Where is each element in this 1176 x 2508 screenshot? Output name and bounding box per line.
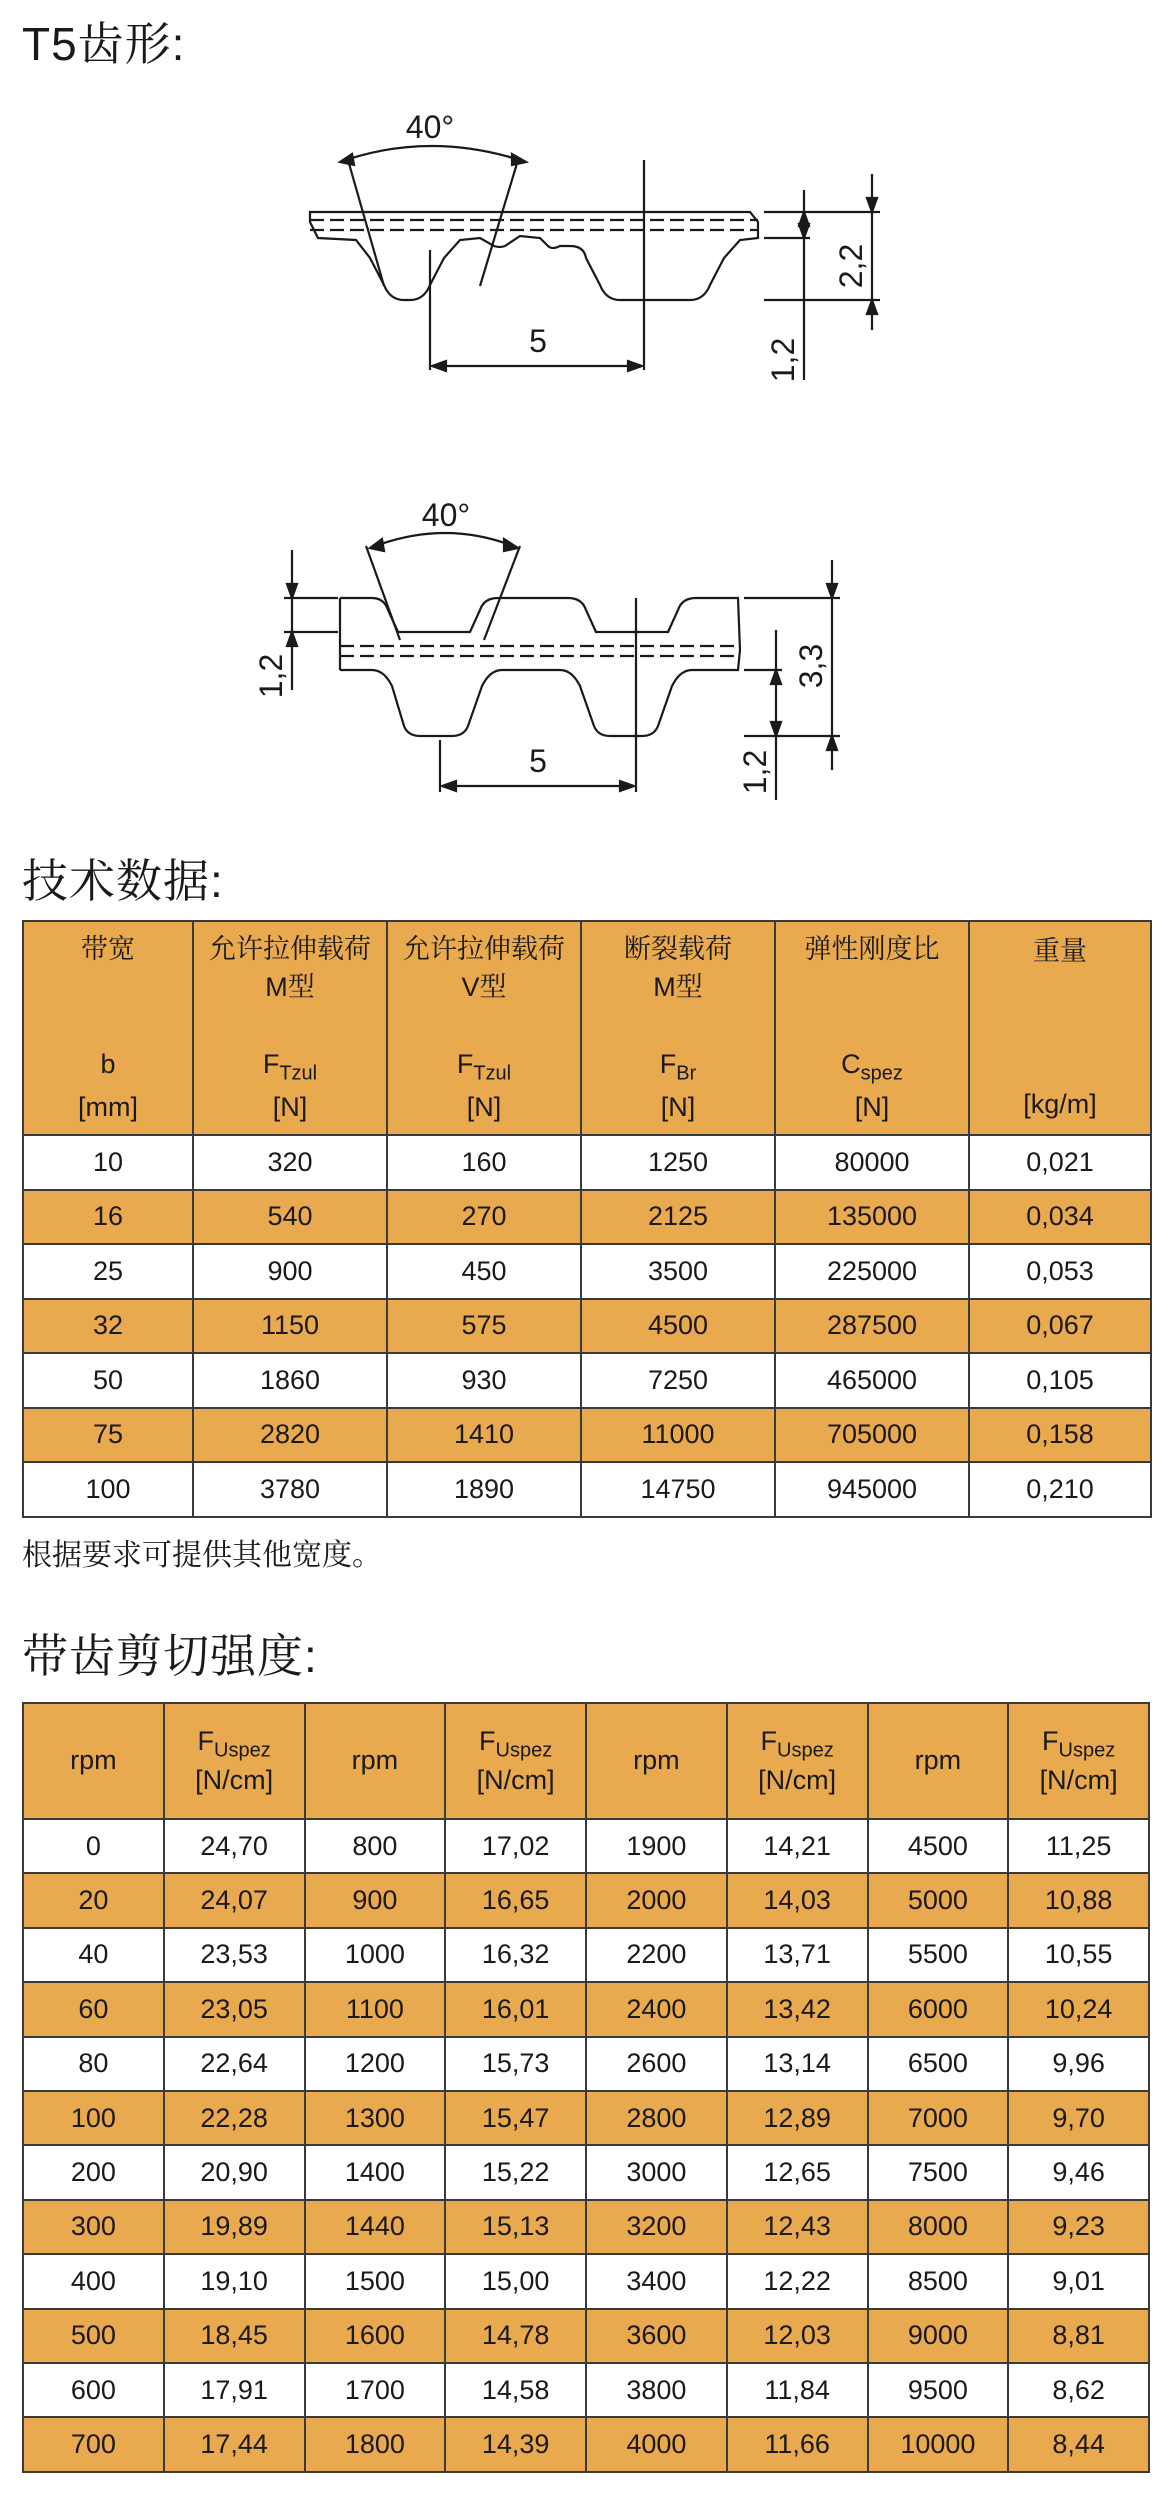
table-cell: 1250: [581, 1135, 775, 1190]
spec-header-unit: [kg/m]: [1023, 1089, 1097, 1120]
table-cell: 1100: [305, 1982, 446, 2036]
spec-header-sub: Br: [676, 1062, 697, 1085]
spec-header-symbol: [974, 1047, 1146, 1085]
table-cell: 4500: [868, 1819, 1009, 1873]
spec-header-cell: [969, 921, 1151, 1135]
table-cell: 12,03: [727, 2309, 868, 2363]
table-cell: 8,62: [1008, 2363, 1149, 2417]
table-cell: 24,07: [164, 1873, 305, 1927]
table-cell: 2000: [586, 1873, 727, 1927]
table-row: [23, 1408, 1151, 1463]
shear-header-symbol: [446, 1724, 585, 1763]
table-cell: 7250: [581, 1353, 775, 1408]
table-cell: 0,034: [969, 1190, 1151, 1245]
spec-header-symbol: [780, 1045, 964, 1088]
spec-header-sub: Tzul: [279, 1062, 318, 1085]
table-cell: 9000: [868, 2309, 1009, 2363]
spec-header-line2: [974, 971, 1146, 1009]
spec-header-symbol: [28, 1045, 188, 1088]
table-cell: 225000: [775, 1244, 969, 1299]
spec-header-cell: [581, 921, 775, 1135]
table-cell: 16: [23, 1190, 193, 1245]
table-row: [23, 2363, 1149, 2417]
table-cell: 1200: [305, 2037, 446, 2091]
spec-header-symbol: [586, 1045, 770, 1088]
table-cell: 3500: [581, 1244, 775, 1299]
table-cell: 0,067: [969, 1299, 1151, 1354]
table-row: [23, 1819, 1149, 1873]
table-cell: 3780: [193, 1462, 387, 1517]
table-cell: 270: [387, 1190, 581, 1245]
spec-header-sym: F: [262, 1048, 280, 1079]
table-cell: 1500: [305, 2254, 446, 2308]
table-cell: 17,44: [164, 2417, 305, 2471]
spec-header-line2: [28, 968, 188, 1006]
table-cell: 700: [23, 2417, 164, 2471]
table-cell: 160: [387, 1135, 581, 1190]
table-cell: 12,65: [727, 2145, 868, 2199]
spec-header-line2: [780, 968, 964, 1006]
table-cell: 13,71: [727, 1928, 868, 1982]
table-cell: 7500: [868, 2145, 1009, 2199]
table-cell: 135000: [775, 1190, 969, 1245]
diagram2-back-label-right: 1,2: [737, 749, 773, 795]
table-cell: 9,70: [1008, 2091, 1149, 2145]
table-cell: 15,22: [445, 2145, 586, 2199]
table-cell: 0,210: [969, 1462, 1151, 1517]
table-cell: 12,89: [727, 2091, 868, 2145]
table-row: [23, 1299, 1151, 1354]
diagram2-angle-label: 40°: [421, 497, 471, 533]
table-cell: 20,90: [164, 2145, 305, 2199]
width-note: 根据要求可提供其他宽度。: [22, 1539, 382, 1572]
table-cell: 3800: [586, 2363, 727, 2417]
diagram1-back-label: 1,2: [765, 337, 801, 383]
spec-header-sym: C: [841, 1048, 861, 1079]
table-cell: 17,02: [445, 1819, 586, 1873]
table-cell: 0,021: [969, 1135, 1151, 1190]
tech-data-title: 技术数据:: [22, 855, 224, 907]
t5-single-profile-diagram: [0, 90, 1176, 410]
diagram2-height-label: 3,3: [793, 643, 829, 689]
spec-header-line1: 允许拉伸载荷: [403, 933, 565, 964]
table-cell: 7000: [868, 2091, 1009, 2145]
spec-header-line2: V型: [461, 972, 507, 1003]
diagram2-back-label-left: 1,2: [253, 653, 289, 699]
shear-strength-table: [22, 1702, 1150, 2473]
spec-header-cell: [23, 921, 193, 1135]
table-cell: 22,64: [164, 2037, 305, 2091]
table-cell: 1860: [193, 1353, 387, 1408]
spec-header-line2: M型: [265, 972, 315, 1003]
spec-header-sub: Tzul: [473, 1062, 512, 1085]
table-row: [23, 2145, 1149, 2199]
spec-header-cell: [193, 921, 387, 1135]
shear-strength-title: 带齿剪切强度:: [22, 1630, 318, 1682]
table-cell: 32: [23, 1299, 193, 1354]
table-cell: 8000: [868, 2200, 1009, 2254]
table-cell: 1300: [305, 2091, 446, 2145]
table-cell: 20: [23, 1873, 164, 1927]
table-cell: 24,70: [164, 1819, 305, 1873]
spec-header-unit: [N]: [854, 1091, 890, 1122]
spec-header-sym: F: [659, 1048, 677, 1079]
table-cell: 320: [193, 1135, 387, 1190]
table-cell: 0,105: [969, 1353, 1151, 1408]
table-cell: 450: [387, 1244, 581, 1299]
shear-header-symbol: [1009, 1724, 1148, 1763]
tech-data-header-row: [23, 921, 1151, 1135]
table-cell: 465000: [775, 1353, 969, 1408]
table-cell: 945000: [775, 1462, 969, 1517]
table-row: [23, 1982, 1149, 2036]
table-cell: 16,65: [445, 1873, 586, 1927]
table-cell: 400: [23, 2254, 164, 2308]
diagram1-height-label: 2,2: [833, 243, 869, 289]
shear-header-sym: F: [1042, 1725, 1059, 1756]
table-cell: 6000: [868, 1982, 1009, 2036]
table-cell: 10: [23, 1135, 193, 1190]
shear-header-symbol: [165, 1724, 304, 1763]
table-cell: 5500: [868, 1928, 1009, 1982]
table-cell: 14750: [581, 1462, 775, 1517]
table-cell: 12,22: [727, 2254, 868, 2308]
diagram2-pitch-label: 5: [529, 743, 547, 779]
table-row: [23, 2091, 1149, 2145]
table-cell: 14,78: [445, 2309, 586, 2363]
shear-header-unit: [N/cm]: [476, 1765, 555, 1796]
spec-header-line1: 断裂载荷: [624, 933, 732, 964]
table-cell: 500: [23, 2309, 164, 2363]
table-cell: 600: [23, 2363, 164, 2417]
shear-header-cell: [1008, 1703, 1149, 1819]
spec-header-sym: F: [456, 1048, 474, 1079]
tooth-profile-title: T5齿形:: [22, 18, 186, 70]
table-cell: 8,44: [1008, 2417, 1149, 2471]
table-cell: 930: [387, 1353, 581, 1408]
spec-header-unit: [N]: [272, 1091, 308, 1122]
table-cell: 15,47: [445, 2091, 586, 2145]
tech-data-table: [22, 920, 1152, 1518]
diagram1-angle-label: 40°: [405, 109, 455, 145]
shear-header-cell: [305, 1703, 446, 1819]
shear-header-sub: Uspez: [495, 1739, 553, 1762]
table-cell: 287500: [775, 1299, 969, 1354]
table-cell: 23,05: [164, 1982, 305, 2036]
table-row: [23, 2200, 1149, 2254]
table-cell: 2800: [586, 2091, 727, 2145]
table-cell: 3200: [586, 2200, 727, 2254]
table-cell: 11,84: [727, 2363, 868, 2417]
shear-header-cell: [23, 1703, 164, 1819]
table-cell: 50: [23, 1353, 193, 1408]
spec-header-line1: 重量: [1033, 936, 1087, 967]
table-cell: 1400: [305, 2145, 446, 2199]
table-cell: 900: [305, 1873, 446, 1927]
table-row: [23, 1462, 1151, 1517]
table-cell: 2820: [193, 1408, 387, 1463]
table-cell: 2200: [586, 1928, 727, 1982]
t5-double-profile-diagram: [0, 490, 1176, 810]
table-row: [23, 1135, 1151, 1190]
diagram1-pitch-label: 5: [529, 323, 547, 359]
table-cell: 14,39: [445, 2417, 586, 2471]
shear-header-sym: F: [197, 1725, 215, 1756]
table-cell: 80: [23, 2037, 164, 2091]
shear-header-label: rpm: [633, 1745, 680, 1776]
table-cell: 0,053: [969, 1244, 1151, 1299]
spec-header-line1: 带宽: [81, 933, 135, 964]
spec-header-unit: [N]: [660, 1091, 696, 1122]
spec-header-line1: 弹性刚度比: [804, 933, 940, 964]
table-row: [23, 2417, 1149, 2471]
table-cell: 9500: [868, 2363, 1009, 2417]
table-row: [23, 2254, 1149, 2308]
table-cell: 1000: [305, 1928, 446, 1982]
spec-header-line1: 允许拉伸载荷: [209, 933, 371, 964]
table-cell: 3600: [586, 2309, 727, 2363]
spec-header-sym: b: [100, 1048, 116, 1079]
table-cell: 9,01: [1008, 2254, 1149, 2308]
shear-header-cell: [868, 1703, 1009, 1819]
shear-header-cell: [164, 1703, 305, 1819]
table-row: [23, 1353, 1151, 1408]
spec-header-line2: M型: [653, 972, 703, 1003]
table-cell: 1700: [305, 2363, 446, 2417]
table-cell: 14,58: [445, 2363, 586, 2417]
table-cell: 8,81: [1008, 2309, 1149, 2363]
shear-header-sub: Uspez: [1058, 1739, 1116, 1762]
shear-header-sym: F: [760, 1725, 778, 1756]
table-cell: 100: [23, 2091, 164, 2145]
table-cell: 1440: [305, 2200, 446, 2254]
table-cell: 1410: [387, 1408, 581, 1463]
table-cell: 300: [23, 2200, 164, 2254]
table-cell: 11000: [581, 1408, 775, 1463]
shear-header-sub: Uspez: [214, 1739, 271, 1762]
table-cell: 75: [23, 1408, 193, 1463]
spec-header-cell: [775, 921, 969, 1135]
table-cell: 11,66: [727, 2417, 868, 2471]
spec-header-unit: [mm]: [78, 1091, 138, 1122]
spec-header-sub: spez: [860, 1062, 903, 1085]
table-cell: 22,28: [164, 2091, 305, 2145]
shear-header-label: rpm: [351, 1745, 399, 1776]
table-cell: 16,01: [445, 1982, 586, 2036]
table-cell: 200: [23, 2145, 164, 2199]
table-cell: 2600: [586, 2037, 727, 2091]
table-cell: 3400: [586, 2254, 727, 2308]
table-cell: 3000: [586, 2145, 727, 2199]
table-cell: 15,13: [445, 2200, 586, 2254]
table-cell: 1600: [305, 2309, 446, 2363]
table-cell: 2125: [581, 1190, 775, 1245]
table-cell: 705000: [775, 1408, 969, 1463]
table-cell: 15,73: [445, 2037, 586, 2091]
shear-header-unit: [N/cm]: [195, 1765, 274, 1796]
table-cell: 1150: [193, 1299, 387, 1354]
shear-header-cell: [445, 1703, 586, 1819]
table-cell: 10,88: [1008, 1873, 1149, 1927]
table-row: [23, 1873, 1149, 1927]
table-cell: 23,53: [164, 1928, 305, 1982]
table-row: [23, 1244, 1151, 1299]
shear-header-sym: F: [479, 1725, 496, 1756]
shear-header-label: rpm: [70, 1745, 117, 1776]
table-cell: 9,96: [1008, 2037, 1149, 2091]
table-cell: 4000: [586, 2417, 727, 2471]
table-row: [23, 2309, 1149, 2363]
table-cell: 5000: [868, 1873, 1009, 1927]
table-cell: 15,00: [445, 2254, 586, 2308]
tech-data-body: [23, 1135, 1151, 1517]
table-cell: 9,46: [1008, 2145, 1149, 2199]
table-cell: 11,25: [1008, 1819, 1149, 1873]
table-cell: 0: [23, 1819, 164, 1873]
table-cell: 16,32: [445, 1928, 586, 1982]
table-cell: 40: [23, 1928, 164, 1982]
table-cell: 2400: [586, 1982, 727, 2036]
table-cell: 13,42: [727, 1982, 868, 2036]
table-cell: 540: [193, 1190, 387, 1245]
shear-header-sub: Uspez: [777, 1739, 834, 1762]
table-cell: 6500: [868, 2037, 1009, 2091]
table-cell: 10,24: [1008, 1982, 1149, 2036]
shear-header-unit: [N/cm]: [1039, 1765, 1118, 1796]
table-cell: 800: [305, 1819, 446, 1873]
shear-header-symbol: [728, 1724, 867, 1763]
table-row: [23, 1928, 1149, 1982]
table-cell: 60: [23, 1982, 164, 2036]
shear-header-label: rpm: [914, 1745, 962, 1776]
spec-header-symbol: [198, 1045, 382, 1088]
table-cell: 18,45: [164, 2309, 305, 2363]
table-cell: 0,158: [969, 1408, 1151, 1463]
table-cell: 1900: [586, 1819, 727, 1873]
spec-header-symbol: [392, 1045, 576, 1088]
table-cell: 900: [193, 1244, 387, 1299]
table-row: [23, 1190, 1151, 1245]
table-cell: 19,10: [164, 2254, 305, 2308]
spec-header-unit: [N]: [466, 1091, 502, 1122]
table-cell: 14,21: [727, 1819, 868, 1873]
table-cell: 13,14: [727, 2037, 868, 2091]
table-cell: 12,43: [727, 2200, 868, 2254]
table-cell: 1800: [305, 2417, 446, 2471]
spec-header-cell: [387, 921, 581, 1135]
table-cell: 1890: [387, 1462, 581, 1517]
shear-body: [23, 1819, 1149, 2472]
table-cell: 9,23: [1008, 2200, 1149, 2254]
table-cell: 10000: [868, 2417, 1009, 2471]
table-cell: 14,03: [727, 1873, 868, 1927]
table-cell: 100: [23, 1462, 193, 1517]
shear-header-cell: [586, 1703, 727, 1819]
table-cell: 17,91: [164, 2363, 305, 2417]
table-cell: 80000: [775, 1135, 969, 1190]
table-cell: 19,89: [164, 2200, 305, 2254]
shear-header-cell: [727, 1703, 868, 1819]
shear-header-row: [23, 1703, 1149, 1819]
table-row: [23, 2037, 1149, 2091]
table-cell: 8500: [868, 2254, 1009, 2308]
shear-header-unit: [N/cm]: [758, 1765, 837, 1796]
table-cell: 4500: [581, 1299, 775, 1354]
table-cell: 25: [23, 1244, 193, 1299]
table-cell: 10,55: [1008, 1928, 1149, 1982]
table-cell: 575: [387, 1299, 581, 1354]
